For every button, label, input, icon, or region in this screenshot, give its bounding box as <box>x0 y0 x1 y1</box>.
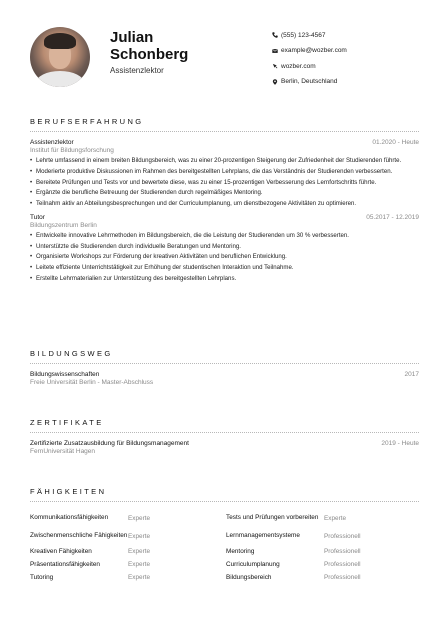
certificate-name: Zertifizierte Zusatzausbildung für Bildungsmanagement <box>30 440 189 447</box>
skill-name: Mentoring <box>226 547 255 555</box>
job-bullets <box>30 232 419 283</box>
education-entry <box>30 371 419 387</box>
job-dates: 01.2020 - Heute <box>372 139 419 146</box>
avatar <box>30 27 90 87</box>
degree-detail: Freie Universität Berlin - Master-Abschluss <box>30 379 154 386</box>
section-divider <box>30 432 419 433</box>
bullet-item: • Teilnahm aktiv an Abteilungsbesprechungen und der Curriculumplanung, um dienstbezogene Aktivitäten zu optimieren. <box>30 200 419 208</box>
skill-name: Zwischenmenschliche Fähigkeiten <box>30 532 128 540</box>
bullet-item: • Entwickelte innovative Lehrmethoden im Bildungsbereich, die die Leistung der Studierenden um 30 % verbesserten. <box>30 232 419 240</box>
skill-name: Lernmanagementsysteme <box>226 532 300 540</box>
skill-level: Experte <box>128 532 151 540</box>
bullet-item: • Ergänzte die berufliche Betreuung der Studierenden durch regelmäßiges Mentoring. <box>30 189 419 197</box>
job-organization: Bildungszentrum Berlin <box>30 221 97 229</box>
phone-text: (555) 123-4567 <box>281 31 326 39</box>
skill-name: Bildungsbereich <box>226 573 272 581</box>
section-title: ZERTIFIKATE <box>30 418 104 427</box>
skill-level: Experte <box>128 548 151 555</box>
skill-name: Tutoring <box>30 573 54 581</box>
certificates-section <box>30 418 419 458</box>
bullet-item: • Erstellte Lehrmaterialien zur Unterstützung des bereitgestellten Lehrplans. <box>30 275 419 283</box>
skill-name: Curriculumplanung <box>226 560 280 568</box>
skill-level: Professionell <box>324 561 361 568</box>
location-icon <box>269 79 281 85</box>
contact-email[interactable] <box>269 45 347 57</box>
bullet-item: • Organisierte Workshops zur Förderung der kreativen Aktivitäten und beruflichen Entwicklung. <box>30 253 419 261</box>
contact-list <box>269 29 347 91</box>
skills-section <box>30 487 419 584</box>
section-divider <box>30 131 419 132</box>
link-icon <box>269 63 281 69</box>
skill-name: Kommunikationsfähigkeiten <box>30 514 109 522</box>
bullet-item: • Leitete effiziente Unterrichtstätigkeit zur Erhöhung der studentischen Interaktion und Teilnahme. <box>30 264 419 272</box>
skill-level: Experte <box>128 574 151 581</box>
website-text[interactable]: wozber.com <box>281 62 316 70</box>
job-title: Assistenzlektor <box>30 139 74 146</box>
skill-level: Professionell <box>324 532 361 540</box>
experience-entry <box>30 139 419 208</box>
job-organization: Institut für Bildungsforschung <box>30 147 114 154</box>
contact-location <box>269 76 347 88</box>
bullet-item: • Lehrte umfassend in einem breiten Bildungsbereich, was zu einer 20-prozentigen Steigerung der Zufriedenheit der Studierenden führte. <box>30 157 419 165</box>
experience-section <box>30 117 419 286</box>
education-section <box>30 349 419 389</box>
degree-year: 2017 <box>404 371 419 378</box>
skill-name: Kreativen Fähigkeiten <box>30 547 92 555</box>
candidate-role: Assistenzlektor <box>110 66 164 75</box>
skill-level: Experte <box>128 514 151 522</box>
phone-icon <box>269 32 281 38</box>
email-text[interactable]: example@wozber.com <box>281 47 347 54</box>
certificate-issuer: FernUniversität Hagen <box>30 448 96 455</box>
candidate-name: Julian Schonberg <box>110 29 189 63</box>
skill-level: Professionell <box>324 574 361 581</box>
skill-level: Experte <box>324 514 347 522</box>
resume-header <box>30 27 420 91</box>
section-title: BILDUNGSWEG <box>30 349 113 358</box>
section-divider <box>30 501 419 502</box>
section-title: FÄHIGKEITEN <box>30 487 107 496</box>
experience-entry <box>30 214 419 283</box>
contact-phone <box>269 29 347 41</box>
location-text: Berlin, Deutschland <box>281 78 338 85</box>
mail-icon <box>269 48 281 54</box>
certificate-dates: 2019 - Heute <box>381 440 419 447</box>
skills-grid <box>30 509 419 584</box>
skill-level: Experte <box>128 561 151 568</box>
job-title: Tutor <box>30 213 45 221</box>
bullet-item: • Moderierte produktive Diskussionen im Rahmen des bereitgestellten Lehrplans, die das Verständnis der Studierenden verbesserten. <box>30 168 419 176</box>
job-dates: 05.2017 - 12.2019 <box>366 213 419 221</box>
skill-name: Tests und Prüfungen vorbereiten <box>226 514 319 522</box>
section-divider <box>30 363 419 364</box>
bullet-item: • Unterstützte die Studierenden durch individuelle Beratungen und Mentoring. <box>30 243 419 251</box>
certificate-entry <box>30 440 419 456</box>
skill-name: Präsentationsfähigkeiten <box>30 560 100 568</box>
degree-title: Bildungswissenschaften <box>30 371 100 378</box>
bullet-item: • Bereitete Prüfungen und Tests vor und bewertete diese, was zu einer 15-prozentigen Verbesserung des Lernfortschritts führte. <box>30 179 419 187</box>
job-bullets <box>30 157 419 208</box>
contact-website[interactable] <box>269 60 347 72</box>
skill-level: Professionell <box>324 548 361 555</box>
section-title: BERUFSERFAHRUNG <box>30 117 144 126</box>
